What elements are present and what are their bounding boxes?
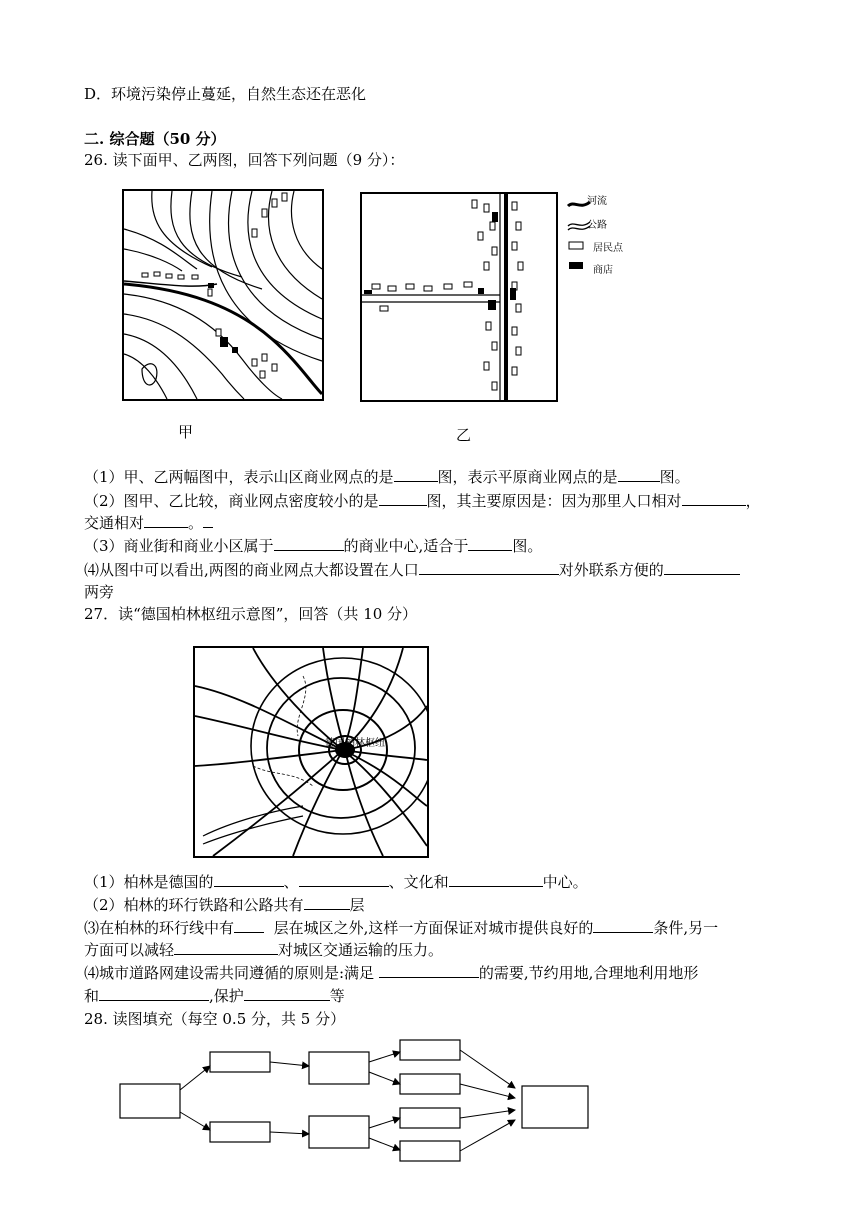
flow-box-r4 <box>400 1141 460 1161</box>
residential-icon <box>569 242 583 249</box>
q27-p3: ⑶在柏林的环行线中有 层在城区之外,这样一方面保证对城市提供良好的 条件,另一 <box>84 919 719 937</box>
q26-p2: （2）图甲、乙比较，商业网点密度较小的是 图，其主要原因是：因为那里人口相对 ， <box>84 492 761 510</box>
legend-shop: 商店 <box>593 265 613 276</box>
legend-icons <box>566 196 592 276</box>
q26-p1: （1）甲、乙两幅图中，表示山区商业网点的是 图，表示平原商业网点的是 图。 <box>84 468 690 486</box>
q27-p1: （1）柏林是德国的 、 、文化和 中心。 <box>84 873 588 891</box>
q28-stem: 28. 读图填充（每空 0.5 分，共 5 分） <box>84 1010 346 1028</box>
flow-diagram <box>110 1030 600 1170</box>
caption-yi: 乙 <box>456 426 472 444</box>
figure-jia <box>122 189 324 401</box>
flow-box-upper-1 <box>210 1052 270 1072</box>
option-d: D．环境污染停止蔓延，自然生态还在恶化 <box>84 85 367 103</box>
q26-stem: 26. 读下面甲、乙两图，回答下列问题（9 分）： <box>84 151 405 169</box>
flow-box-r1 <box>400 1040 460 1060</box>
q26-p3: （3）商业街和商业小区属于 的商业中心,适合于 图。 <box>84 537 543 555</box>
flow-box-target <box>522 1086 588 1128</box>
map-label: 德国柏林枢纽 <box>325 738 385 749</box>
caption-jia: 甲 <box>178 423 194 441</box>
q27-stem: 27．读“德国柏林枢纽示意图”，回答（共 10 分） <box>84 605 418 623</box>
flow-box-source <box>120 1084 180 1118</box>
q26-p4-cont: 两旁 <box>84 583 115 601</box>
section-title: 二. 综合题（50 分） <box>84 130 226 148</box>
q26-p2-cont: 交通相对 。 <box>84 513 213 533</box>
flow-box-upper-2 <box>309 1052 369 1084</box>
q27-p3-cont: 方面可以减轻 对城区交通运输的压力。 <box>84 941 444 959</box>
legend-river: 河流 <box>587 196 607 207</box>
q26-p4: ⑷从图中可以看出,两图的商业网点大都设置在人口 对外联系方便的 <box>84 560 740 580</box>
q27-p2: （2）柏林的环行铁路和公路共有 层 <box>84 896 365 914</box>
q27-p4: ⑷城市道路网建设需共同遵循的原则是:满足 的需要,节约用地,合理地利用地形 <box>84 964 699 982</box>
figure-yi <box>360 192 560 404</box>
flow-box-r3 <box>400 1108 460 1128</box>
flow-box-r2 <box>400 1074 460 1094</box>
legend-residential: 居民点 <box>593 243 623 254</box>
shop-icon <box>569 262 583 269</box>
q27-p4-cont: 和 ,保护 等 <box>84 987 345 1005</box>
berlin-map <box>193 646 429 858</box>
flow-box-lower-1 <box>210 1122 270 1142</box>
legend-road: 公路 <box>587 220 607 231</box>
flow-box-lower-2 <box>309 1116 369 1148</box>
